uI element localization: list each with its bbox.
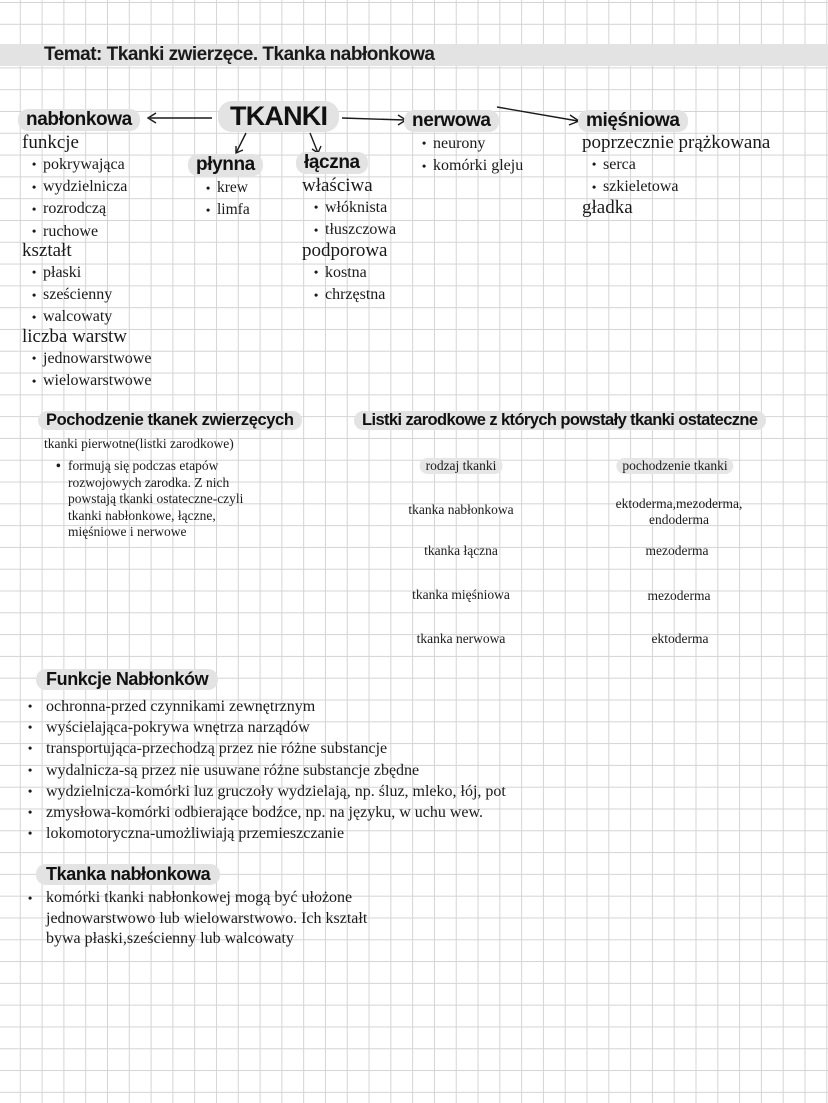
list-item: • rozrodczą: [32, 200, 107, 218]
label-podporowa: podporowa: [302, 240, 388, 261]
list-item: • tłuszczowa: [314, 221, 397, 239]
list-warstwy: [32, 348, 151, 392]
list-funkcje-nablonkow: [28, 696, 506, 844]
list-item: • wielowarstwowe: [32, 372, 152, 390]
heading-plynna: płynna: [188, 154, 263, 176]
heading-funkcje-nablonkow: Funkcje Nabłonków: [36, 669, 218, 690]
list-item: • włóknista: [314, 199, 388, 216]
tkanka-nablonkowa-text: • komórki tkanki nabłonkowej mogą być ułożone jednowarstwowo lub wielowarstwowo. Ich kształt bywa płaski,sześcienny lub walcowaty: [28, 889, 368, 947]
pochodzenie-subtitle: tkanki pierwotne(listki zarodkowe): [44, 436, 234, 451]
list-podporowa: [314, 262, 385, 306]
list-item: • transportująca-przechodzą przez nie różne substancje: [28, 740, 388, 758]
label-ksztalt: kształt: [22, 240, 72, 261]
list-item: • wydzielnicza: [32, 178, 128, 196]
pochodzenie-bullet: • formują się podczas etapów rozwojowych zarodka. Z nich powstają tkanki ostateczne-czyli tkanki nabłonkowe, łączne, mięśniowe i nerwowe: [56, 458, 244, 539]
list-item: • zmysłowa-komórki odbierające bodźce, np. na języku, w uchu wew.: [28, 804, 484, 822]
list-item: • walcowaty: [32, 308, 113, 326]
list-funkcje: [32, 154, 127, 243]
arrow-to-plynna: [236, 133, 246, 153]
table-header-rodzaj: rodzaj tkanki: [420, 458, 503, 474]
page-title: Temat: Tkanki zwierzęce. Tkanka nabłonkowa: [44, 44, 435, 65]
table-cell-pochodzenie: ektoderma,mezoderma, endoderma: [615, 496, 743, 527]
list-item: • jednowarstwowe: [32, 350, 152, 367]
label-wlasciwa: właściwa: [302, 175, 373, 196]
list-item: • serca: [592, 156, 636, 173]
table-cell-pochodzenie: ektoderma: [651, 631, 709, 646]
list-item: • komórki gleju: [422, 157, 524, 175]
list-item: • ruchowe: [32, 222, 99, 240]
list-plynna: [206, 177, 250, 222]
list-wlasciwa: [314, 197, 396, 241]
list-item: • wydzielnicza-komórki luz gruczoły wydzielają, np. śluz, mleko, łój, pot: [28, 782, 506, 800]
label-gladka: gładka: [582, 197, 633, 218]
list-item: • limfa: [206, 201, 250, 219]
table-cell-tkanka: tkanka mięśniowa: [412, 587, 510, 602]
heading-laczna: łączna: [296, 152, 368, 174]
label-funkcje: funkcje: [22, 132, 79, 153]
heading-nablonkowa: nabłonkowa: [18, 109, 140, 131]
table-cell-tkanka: tkanka nabłonkowa: [408, 502, 514, 517]
heading-listki: Listki zarodkowe z których powstały tkanki ostateczne: [354, 411, 766, 430]
list-item: • neurony: [422, 135, 486, 152]
table-cell-tkanka: tkanka łączna: [424, 543, 498, 558]
list-item: • wydalnicza-są przez nie usuwane różne substancje zbędne: [28, 761, 420, 779]
list-ksztalt: [32, 262, 112, 329]
arrow-to-laczna: [310, 133, 318, 153]
table-cell-pochodzenie: mezoderma: [645, 543, 709, 558]
list-nerwowa: [422, 133, 523, 177]
label-liczba-warstw: liczba warstw: [22, 326, 127, 347]
list-item: • pokrywająca: [32, 156, 125, 173]
heading-miesniowa: mięśniowa: [578, 110, 688, 132]
list-item: • sześcienny: [32, 286, 113, 304]
table-cell-pochodzenie: mezoderma: [647, 588, 711, 603]
heading-pochodzenie: Pochodzenie tkanek zwierzęcych: [38, 411, 302, 430]
list-item: • płaski: [32, 264, 82, 281]
list-item: • ochronna-przed czynnikami zewnętrznym: [28, 698, 316, 715]
label-poprzecznie: poprzecznie prążkowana: [582, 132, 771, 153]
list-item: • lokomotoryczna-umożliwiają przemieszczanie: [28, 825, 345, 843]
arrow-to-nerwowa: [342, 118, 405, 120]
list-item: • wyścielająca-pokrywa wnętrza narządów: [28, 719, 310, 737]
list-item: • chrzęstna: [314, 286, 386, 304]
list-poprzecznie: [592, 154, 679, 198]
table-cell-tkanka: tkanka nerwowa: [416, 631, 506, 646]
center-label-tkanki: TKANKI: [218, 101, 339, 132]
heading-nerwowa: nerwowa: [404, 110, 499, 132]
heading-tkanka-nablonkowa: Tkanka nabłonkowa: [36, 864, 220, 885]
table-header-pochodzenie: pochodzenie tkanki: [616, 458, 733, 474]
list-item: • kostna: [314, 264, 367, 281]
arrow-to-miesniowa: [497, 107, 578, 121]
list-item: • krew: [206, 179, 248, 196]
list-item: • szkieletowa: [592, 178, 679, 196]
